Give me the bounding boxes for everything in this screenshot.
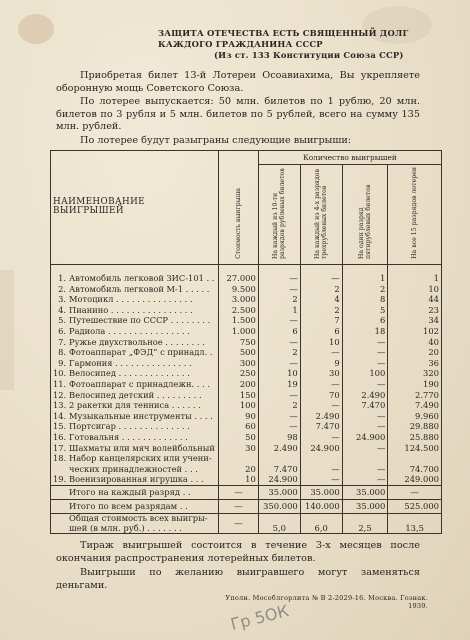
- table-row: [51, 379, 442, 390]
- prize-name: Военизированная игрушка . . .: [69, 474, 204, 485]
- table-row: [51, 358, 442, 369]
- prize-cell: [51, 274, 219, 285]
- count-five-ruble: —: [342, 411, 388, 422]
- prize-cell: [51, 379, 219, 390]
- row-number: 7.: [58, 336, 66, 347]
- count-all: 23: [388, 305, 442, 316]
- count-five-ruble: —: [342, 337, 388, 348]
- prize-cell: [51, 326, 219, 337]
- prize-name: Автомобиль легковой М-1 . . . . .: [69, 283, 210, 294]
- prize-cell: [51, 316, 219, 327]
- prize-name: Путешествие по СССР . . . . . . . .: [69, 315, 211, 326]
- count-five-ruble: 8: [342, 295, 388, 306]
- prize-cell: [51, 422, 219, 433]
- prize-name: Портсигар . . . . . . . . . . . . . .: [69, 421, 190, 432]
- table-row: [51, 432, 442, 443]
- count-five-ruble: 7.470: [342, 401, 388, 412]
- count-five-ruble: 24.900: [342, 432, 388, 443]
- count-three-ruble: —: [300, 432, 342, 443]
- total-all-cost: —: [218, 500, 258, 514]
- row-number: 2.: [58, 283, 66, 294]
- row-number: 12.: [53, 389, 67, 400]
- count-three-ruble: 30: [300, 369, 342, 380]
- total-value-label-1: Общая стоимость всех выигры-: [69, 513, 208, 524]
- prize-name: Набор канцелярских или учени-: [69, 453, 212, 464]
- intro-paragraph-3: По лотерее будут разыграны следующие выигрыши:: [80, 135, 352, 146]
- total-value-cost: —: [218, 514, 258, 534]
- prize-cell: [51, 401, 219, 412]
- total-all-4: 525.000: [388, 500, 442, 514]
- handwritten-pencil-mark: Гр 5ОК: [228, 601, 291, 634]
- total-per-3: 35.000: [342, 486, 388, 500]
- printer-imprint: Уполн. Мособлгорлита № В 2-2029-16. Москва. Гознак. 1939.: [225, 594, 428, 610]
- count-three-ruble: 4: [300, 295, 342, 306]
- table-row: [51, 348, 442, 359]
- count-all: 44: [388, 295, 442, 306]
- intro-paragraph-1: Приобретая билет 13-й Лотереи Осоавиахима, Вы укрепляете оборонную мощь Советского Союза.: [56, 70, 420, 94]
- count-ruble: —: [258, 316, 300, 327]
- count-five-ruble: 6: [342, 316, 388, 327]
- prize-cost: 60: [218, 422, 258, 433]
- total-all-3: 35.000: [342, 500, 388, 514]
- prize-cost: 150: [218, 390, 258, 401]
- paper-stain: [0, 270, 14, 390]
- header-source: (Из ст. 133 Конституции Союза ССР): [214, 50, 404, 60]
- header-cost: Стоимость выигрыша: [218, 151, 258, 265]
- prize-name: Музыкальные инструменты . . . .: [69, 410, 213, 421]
- table-row: [51, 316, 442, 327]
- table-row: [51, 295, 442, 306]
- count-three-ruble: 10: [300, 337, 342, 348]
- total-value-2: 6,0: [300, 514, 342, 534]
- count-all: [388, 454, 442, 465]
- count-all: 190: [388, 379, 442, 390]
- row-number: 10.: [53, 368, 67, 379]
- count-ruble: 10: [258, 369, 300, 380]
- count-three-ruble: —: [300, 274, 342, 285]
- prize-cost: 100: [218, 401, 258, 412]
- count-three-ruble: 7.470: [300, 422, 342, 433]
- count-ruble: [258, 454, 300, 465]
- total-all-1: 350.000: [258, 500, 300, 514]
- prize-cost: 250: [218, 369, 258, 380]
- header-prize-name: НАИМЕНОВАНИЕ ВЫИГРЫШЕЙ: [51, 151, 219, 265]
- prize-name: Готовальня . . . . . . . . . . . . .: [69, 431, 188, 442]
- count-all: 74.700: [388, 464, 442, 475]
- prize-cell: [51, 454, 219, 465]
- count-five-ruble: 18: [342, 326, 388, 337]
- count-three-ruble: 9: [300, 358, 342, 369]
- count-all: 320: [388, 369, 442, 380]
- count-five-ruble: 100: [342, 369, 388, 380]
- count-five-ruble: —: [342, 443, 388, 454]
- count-ruble: —: [258, 284, 300, 295]
- total-value-4: 13,5: [388, 514, 442, 534]
- row-number: 4.: [58, 304, 66, 315]
- prize-table: [50, 150, 442, 534]
- prize-cell: [51, 295, 219, 306]
- row-number: 8.: [58, 347, 66, 358]
- count-five-ruble: —: [342, 464, 388, 475]
- header-col-all: На все 15 разрядов лотереи: [388, 165, 442, 265]
- prize-cell: [51, 390, 219, 401]
- row-number: 14.: [53, 410, 67, 421]
- paper-stain: [18, 14, 54, 44]
- count-all: 2.770: [388, 390, 442, 401]
- footer-cash-note: Выигрыши по желанию выигравшего могут заменяться деньгами.: [56, 567, 420, 591]
- prize-cell: [51, 305, 219, 316]
- prize-cost: 27.000: [218, 274, 258, 285]
- count-ruble: 24.900: [258, 475, 300, 486]
- prize-name: Радиола . . . . . . . . . . . . . . . .: [69, 326, 190, 337]
- prize-cost: 200: [218, 379, 258, 390]
- count-five-ruble: [342, 454, 388, 465]
- row-number: 18.: [53, 453, 67, 464]
- count-ruble: —: [258, 422, 300, 433]
- row-number: 15.: [53, 421, 67, 432]
- prize-name: Велосипед детский . . . . . . . . .: [69, 389, 202, 400]
- prize-cost: 750: [218, 337, 258, 348]
- count-three-ruble: 2.490: [300, 411, 342, 422]
- total-per-4: —: [388, 486, 442, 500]
- row-number: 13.: [53, 400, 67, 411]
- table-row: [51, 443, 442, 454]
- row-number: 16.: [53, 431, 67, 442]
- total-value-1: 5,0: [258, 514, 300, 534]
- total-per-label: Итого на каждый разряд . .: [51, 486, 219, 500]
- count-five-ruble: —: [342, 348, 388, 359]
- count-all: 9.960: [388, 411, 442, 422]
- count-three-ruble: 6: [300, 326, 342, 337]
- count-five-ruble: —: [342, 358, 388, 369]
- prize-cell: [51, 464, 219, 475]
- prize-cell: [51, 284, 219, 295]
- prize-cell: [51, 411, 219, 422]
- header-line-2: КАЖДОГО ГРАЖДАНИНА СССР: [158, 39, 323, 49]
- total-value-3: 2,5: [342, 514, 388, 534]
- prize-name: Пианино . . . . . . . . . . . . . . . .: [69, 304, 193, 315]
- prize-cost: 90: [218, 411, 258, 422]
- count-three-ruble: 7: [300, 316, 342, 327]
- prize-cell: [51, 348, 219, 359]
- prize-cost: [218, 454, 258, 465]
- table-row: [51, 464, 442, 475]
- count-all: 40: [388, 337, 442, 348]
- row-number: 19.: [53, 474, 67, 485]
- count-ruble: —: [258, 274, 300, 285]
- row-number: 1.: [58, 273, 66, 284]
- table-row: [51, 390, 442, 401]
- row-number: 9.: [58, 357, 66, 368]
- count-five-ruble: —: [342, 379, 388, 390]
- total-value-label: [51, 514, 219, 534]
- prize-cost: 9.500: [218, 284, 258, 295]
- total-per-2: 35.000: [300, 486, 342, 500]
- count-ruble: 2: [258, 401, 300, 412]
- header-quote: [158, 28, 438, 61]
- total-value-label-2: шей (в млн. руб.) . . . . . . .: [69, 522, 182, 533]
- total-all-2: 140.000: [300, 500, 342, 514]
- prize-cost: 1.500: [218, 316, 258, 327]
- count-three-ruble: 2: [300, 284, 342, 295]
- count-five-ruble: 2: [342, 284, 388, 295]
- table-row: [51, 284, 442, 295]
- count-all: 25.880: [388, 432, 442, 443]
- count-five-ruble: 5: [342, 305, 388, 316]
- prize-name: Автомобиль легковой ЗИС-101 . .: [69, 273, 215, 284]
- total-per-cost: —: [218, 486, 258, 500]
- count-all: 20: [388, 348, 442, 359]
- prize-name: Ружье двухствольное . . . . . . . .: [69, 336, 205, 347]
- table-row: [51, 337, 442, 348]
- total-all-label: Итого по всем разрядам . .: [51, 500, 219, 514]
- count-ruble: —: [258, 411, 300, 422]
- count-three-ruble: [300, 454, 342, 465]
- table-row: [51, 305, 442, 316]
- row-number: 6.: [58, 326, 66, 337]
- prize-name: ческих принадлежностей . . .: [69, 463, 198, 474]
- prize-name: Фотоаппарат с принадлежн. . . .: [69, 378, 210, 389]
- count-ruble: —: [258, 337, 300, 348]
- count-three-ruble: —: [300, 401, 342, 412]
- count-ruble: 19: [258, 379, 300, 390]
- prize-cost: 300: [218, 358, 258, 369]
- table-row: [51, 475, 442, 486]
- count-all: 102: [388, 326, 442, 337]
- count-ruble: 6: [258, 326, 300, 337]
- prize-name: Велосипед . . . . . . . . . . . . . .: [69, 368, 190, 379]
- prize-cell: [51, 432, 219, 443]
- table-row: [51, 411, 442, 422]
- count-all: 34: [388, 316, 442, 327]
- count-five-ruble: 2.490: [342, 390, 388, 401]
- count-ruble: —: [258, 390, 300, 401]
- prize-name: Шахматы или мяч волейбольный: [69, 442, 215, 453]
- table-row: [51, 369, 442, 380]
- prize-cost: 3.000: [218, 295, 258, 306]
- count-three-ruble: —: [300, 475, 342, 486]
- table-row: [51, 326, 442, 337]
- count-ruble: 1: [258, 305, 300, 316]
- header-col-three-ruble: На каждый из 4-х разрядов трехрублевых билетов: [300, 165, 342, 265]
- count-all: 10: [388, 284, 442, 295]
- prize-name: Гармония . . . . . . . . . . . . . . .: [69, 357, 192, 368]
- intro-paragraph-2: По лотерее выпускается: 50 млн. билетов по 1 рублю, 20 млн. билетов по 3 рубля и 5 млн. билетов по 5 рублей, всего на сумму 135 млн. рублей.: [56, 96, 420, 133]
- table-row: [51, 274, 442, 285]
- count-three-ruble: 24.900: [300, 443, 342, 454]
- row-number: 17.: [53, 442, 67, 453]
- count-five-ruble: —: [342, 475, 388, 486]
- prize-cost: 50: [218, 432, 258, 443]
- table-row: [51, 454, 442, 465]
- count-ruble: 98: [258, 432, 300, 443]
- header-line-1: ЗАЩИТА ОТЕЧЕСТВА ЕСТЬ СВЯЩЕННЫЙ ДОЛГ: [158, 28, 409, 38]
- count-all: 249.000: [388, 475, 442, 486]
- count-all: 29.880: [388, 422, 442, 433]
- count-five-ruble: —: [342, 422, 388, 433]
- prize-name: Фотоаппарат „ФЭД“ с принадл. .: [69, 347, 213, 358]
- count-three-ruble: —: [300, 348, 342, 359]
- prize-name: Мотоцикл . . . . . . . . . . . . . . .: [69, 294, 193, 305]
- prize-cost: 20: [218, 464, 258, 475]
- total-per-1: 35.000: [258, 486, 300, 500]
- footer-draw-note: Тираж выигрышей состоится в течение 3-х месяцев после окончания распространения лотерейных билетов.: [56, 540, 420, 564]
- count-all: 124.500: [388, 443, 442, 454]
- count-ruble: —: [258, 358, 300, 369]
- count-three-ruble: 2: [300, 305, 342, 316]
- prize-cost: 1.000: [218, 326, 258, 337]
- prize-cell: [51, 443, 219, 454]
- count-three-ruble: —: [300, 379, 342, 390]
- header-col-five-ruble: На один разряд пятирублевых билетов: [342, 165, 388, 265]
- prize-cell: [51, 358, 219, 369]
- count-all: 36: [388, 358, 442, 369]
- count-ruble: 2.490: [258, 443, 300, 454]
- prize-cost: 10: [218, 475, 258, 486]
- prize-rows: [51, 274, 442, 486]
- count-three-ruble: —: [300, 464, 342, 475]
- count-ruble: 2: [258, 295, 300, 306]
- prize-cell: [51, 369, 219, 380]
- row-number: 5.: [58, 315, 66, 326]
- prize-cell: [51, 337, 219, 348]
- count-all: 7.490: [388, 401, 442, 412]
- prize-cost: 2.500: [218, 305, 258, 316]
- row-number: 3.: [58, 294, 66, 305]
- count-all: 1: [388, 274, 442, 285]
- count-ruble: 7.470: [258, 464, 300, 475]
- count-five-ruble: 1: [342, 274, 388, 285]
- prize-cell: [51, 475, 219, 486]
- header-quantity-group: Количество выигрышей: [258, 151, 441, 165]
- table-row: [51, 422, 442, 433]
- header-col-ruble: На каждый из 10-ти разрядов рублевых билетов: [258, 165, 300, 265]
- prize-name: 2 ракетки для тенниса . . . . . .: [69, 400, 201, 411]
- table-row: [51, 401, 442, 412]
- prize-cost: 500: [218, 348, 258, 359]
- count-ruble: 2: [258, 348, 300, 359]
- prize-cost: 30: [218, 443, 258, 454]
- row-number: 11.: [53, 378, 67, 389]
- count-three-ruble: 70: [300, 390, 342, 401]
